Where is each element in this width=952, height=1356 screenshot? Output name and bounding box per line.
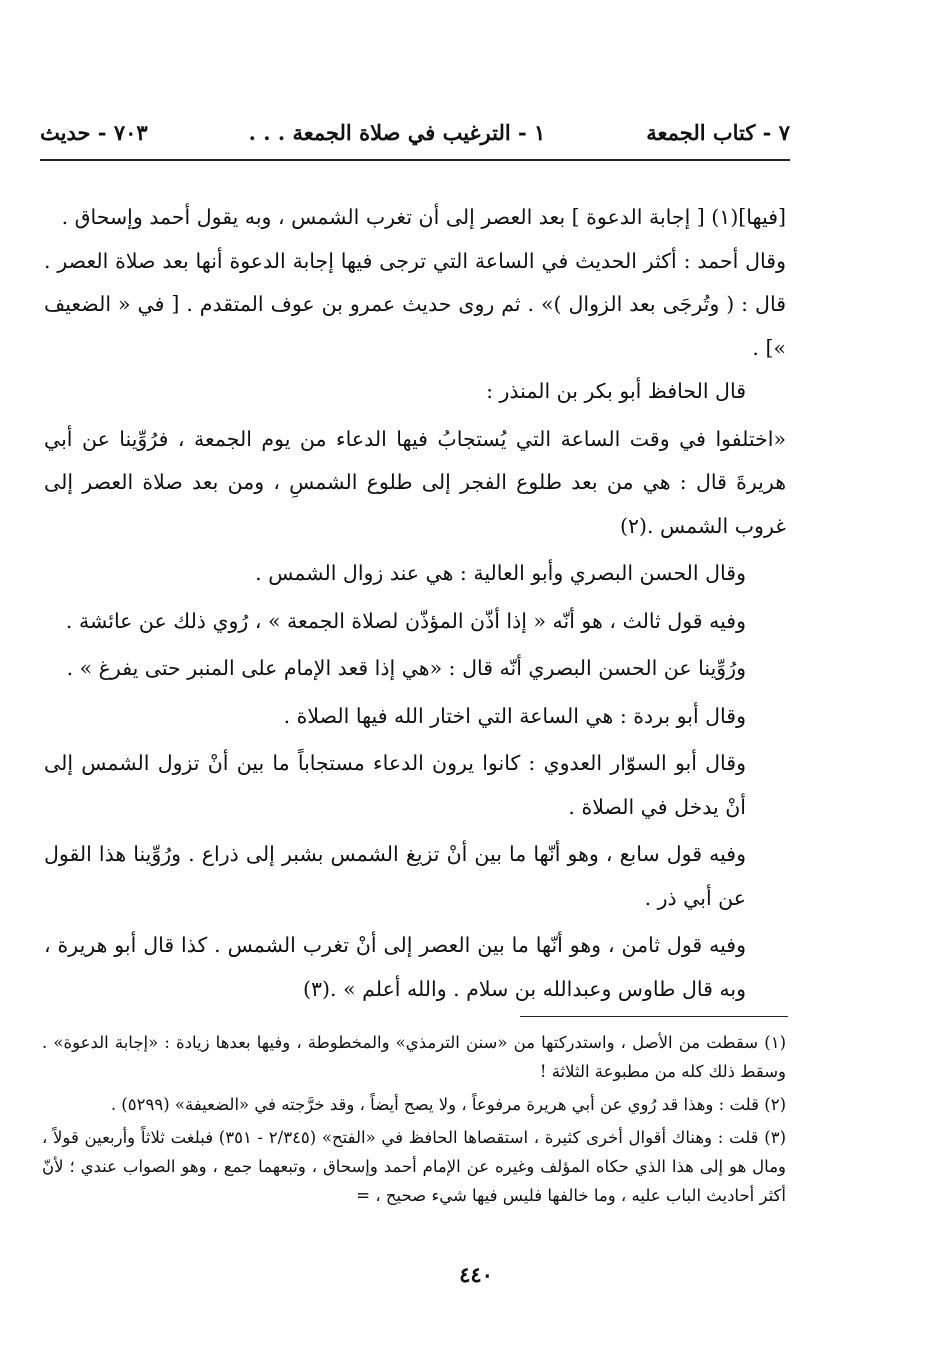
- footnotes: [42, 1028, 786, 1214]
- header-chapter: ٧ - كتاب الجمعة: [646, 119, 790, 145]
- paragraph: قال الحافظ أبو بكر بن المنذر :: [486, 379, 746, 403]
- paragraph: وفيه قول ثامن ، وهو أنّها ما بين العصر إلى أنْ تغرب الشمس . كذا قال أبو هريرة ، وبه قال طاوس وعبدالله بن سلام . والله أعلم » .(٣): [44, 933, 746, 1001]
- page-number: ٤٤٠: [459, 1262, 493, 1287]
- running-header: [40, 112, 790, 152]
- paragraph: [فيها](١) [ إجابة الدعوة ] بعد العصر إلى أن تغرب الشمس ، وبه يقول أحمد وإسحاق .: [61, 205, 786, 229]
- quote-paragraph: «اختلفوا في وقت الساعة التي يُستجابُ فيها الدعاء من يوم الجمعة ، فرُوِّينا عن أبي هريرةَ قال : هي من بعد طلوع الفجر إلى طلوع الشمسِ ، ومن بعد صلاة العصر إلى غروب الشمس .(٢): [44, 426, 786, 538]
- paragraph: ورُوِّينا عن الحسن البصري أنّه قال : «هي إذا قعد الإمام على المنبر حتى يفرغ » .: [66, 656, 746, 680]
- header-divider: [40, 159, 790, 161]
- main-text: [44, 196, 786, 1011]
- header-section: ١ - الترغيب في صلاة الجمعة . . .: [248, 119, 546, 145]
- paragraph: وقال أبو بردة : هي الساعة التي اختار الله فيها الصلاة .: [283, 703, 746, 728]
- paragraph: وقال الحسن البصري وأبو العالية : هي عند زوال الشمس .: [255, 561, 746, 585]
- paragraph: وقال أحمد : أكثر الحديث في الساعة التي ترجى فيها إجابة الدعوة أنها بعد صلاة العصر . قال : ( وتُرجَى بعد الزوال )» . ثم روى حديث عمرو بن عوف المتقدم . [ في « الضعيف »] .: [44, 248, 786, 360]
- paragraph: وفيه قول سابع ، وهو أنّها ما بين أنْ تزيغ الشمس بشبر إلى ذراع . ورُوِّينا هذا القول عن أبي ذر .: [44, 842, 746, 910]
- paragraph: وفيه قول ثالث ، هو أنّه « إذا أذّن المؤذّن لصلاة الجمعة » ، رُوي ذلك عن عائشة .: [65, 608, 746, 633]
- footnote: (١) سقطت من الأصل ، واستدركتها من «سنن الترمذي» والمخطوطة ، وفيها بعدها زيادة : «إجابة الدعوة» . وسقط ذلك كله من مطبوعة الثلاثة !: [42, 1033, 786, 1081]
- footnote-divider: [520, 1016, 788, 1017]
- footnote: (٣) قلت : وهناك أقوال أخرى كثيرة ، استقصاها الحافظ في «الفتح» (٢/٣٤٥ - ٣٥١) فبلغت ثلاثاً وأربعين قولاً ، ومال هو إلى هذا الذي حكاه المؤلف وغيره عن الإمام أحمد وإسحاق ، وتبعهما جمع ، وهو الصواب عندي ؛ لأنّ أكثر أحاديث الباب عليه ، وما خالفها فليس فيها شيء صحيح ، =: [42, 1128, 787, 1205]
- paragraph: وقال أبو السوّار العدوي : كانوا يرون الدعاء مستجاباً ما بين أنْ تزول الشمس إلى أنْ يدخل في الصلاة .: [44, 751, 746, 819]
- footnote: (٢) قلت : وهذا قد رُوي عن أبي هريرة مرفوعاً ، ولا يصح أيضاً ، وقد خرَّجته في «الضعيفة» (٥٢٩٩) .: [110, 1095, 786, 1114]
- header-hadith-number: ٧٠٣ - حديث: [40, 119, 148, 145]
